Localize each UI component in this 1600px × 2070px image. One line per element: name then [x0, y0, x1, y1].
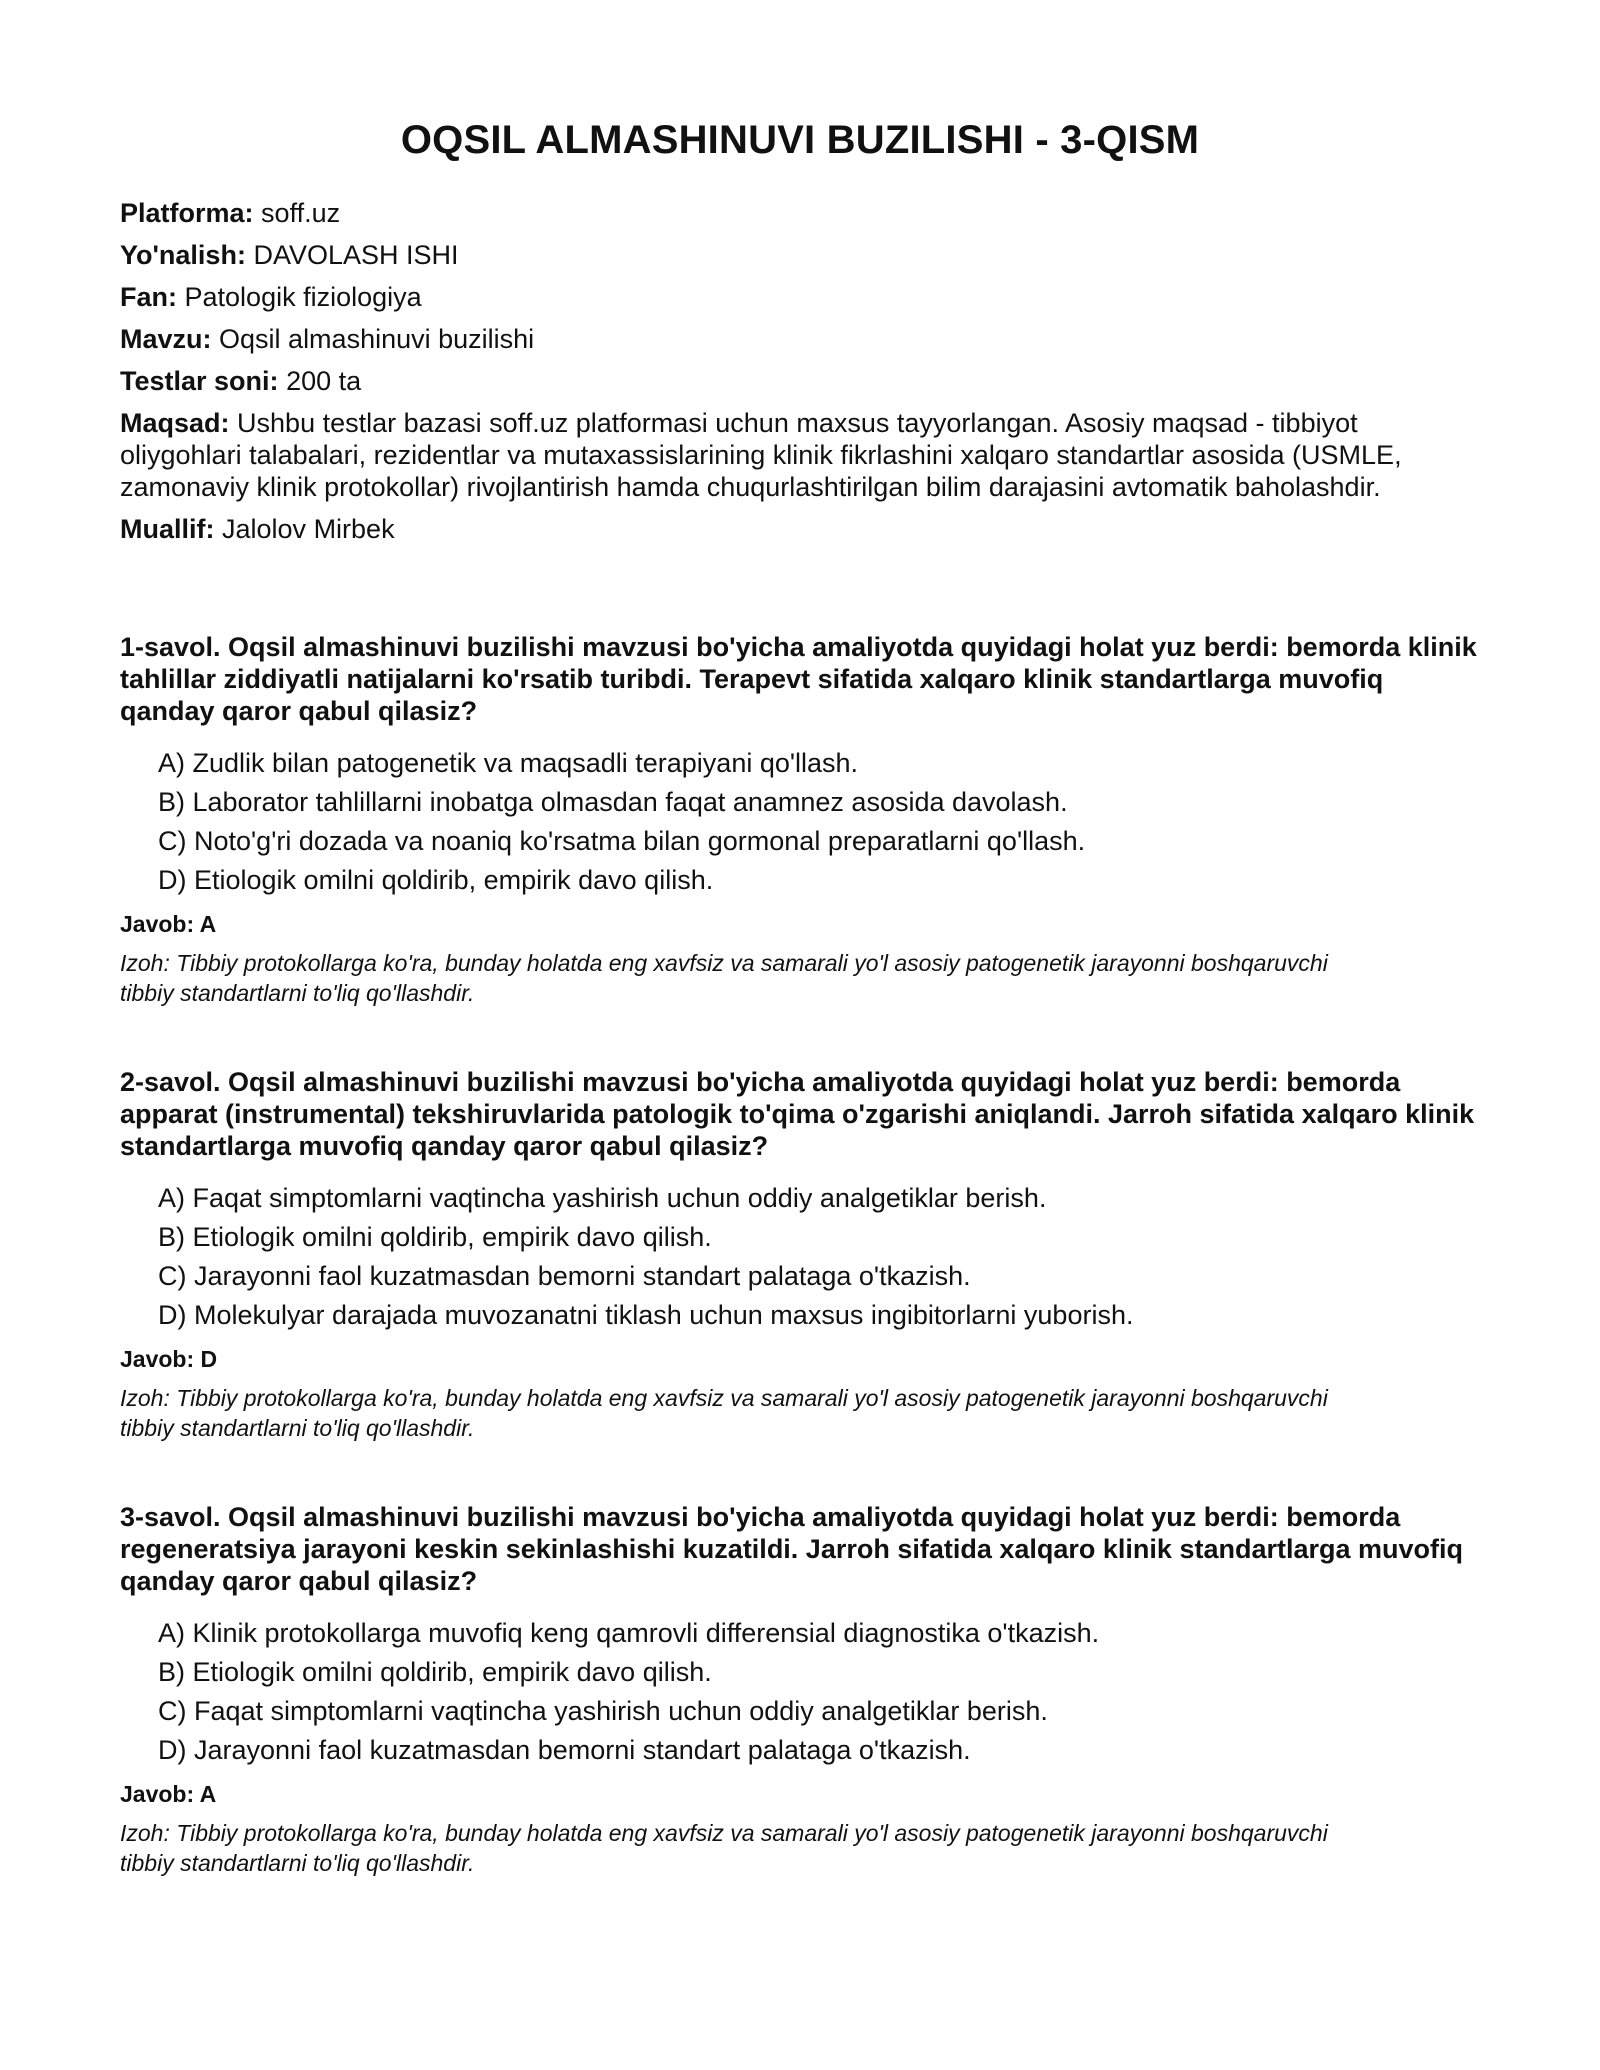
meta-platforma-value: soff.uz — [261, 198, 341, 228]
meta-yonalish-key: Yo'nalish: — [120, 240, 246, 270]
option-b: B) Laborator tahlillarni inobatga olmasdan faqat anamnez asosida davolash. — [158, 787, 1068, 817]
explanation-note: Izoh: Tibbiy protokollarga ko'ra, bunday holatda eng xavfsiz va samarali yo'l asosiy patogenetik jarayonni boshqaruvchi tibbiy standartlarni to'liq qo'llashdir. — [120, 950, 1328, 1006]
document-meta — [120, 197, 1480, 545]
question-3 — [120, 1501, 1480, 1878]
option-d: D) Molekulyar darajada muvozanatni tiklash uchun maxsus ingibitorlarni yuborish. — [158, 1300, 1134, 1330]
meta-yonalish-value: DAVOLASH ISHI — [253, 240, 459, 270]
meta-fan — [120, 281, 1480, 313]
meta-maqsad-value: Ushbu testlar bazasi soff.uz platformasi uchun maxsus tayyorlangan. Asosiy maqsad - tibbiyot oliygohlari talabalari, rezidentlar va mutaxassislarining klinik fikrlashini xalqaro standartlar asosida (USMLE, zamonaviy klinik protokollar) rivojlantirish hamda chuqurlashtirilgan bilim darajasini avtomatik baholashdir. — [120, 408, 1402, 502]
meta-testlar-value: 200 ta — [286, 366, 362, 396]
option-a: A) Zudlik bilan patogenetik va maqsadli terapiyani qo'llash. — [158, 748, 859, 778]
option-d: D) Jarayonni faol kuzatmasdan bemorni standart palataga o'tkazish. — [158, 1735, 971, 1765]
meta-mavzu — [120, 323, 1480, 355]
document-title: OQSIL ALMASHINUVI BUZILISHI - 3-QISM — [400, 118, 1200, 162]
option-d: D) Etiologik omilni qoldirib, empirik davo qilish. — [158, 865, 714, 895]
question-text: 3-savol. Oqsil almashinuvi buzilishi mavzusi bo'yicha amaliyotda quyidagi holat yuz berdi: bemorda regeneratsiya jarayoni keskin sekinlashishi kuzatildi. Jarroh sifatida xalqaro klinik standartlarga muvofiq qanday qaror qabul qilasiz? — [120, 1502, 1463, 1596]
option-a: A) Klinik protokollarga muvofiq keng qamrovli differensial diagnostika o'tkazish. — [158, 1618, 1100, 1648]
explanation-note: Izoh: Tibbiy protokollarga ko'ra, bunday holatda eng xavfsiz va samarali yo'l asosiy patogenetik jarayonni boshqaruvchi tibbiy standartlarni to'liq qo'llashdir. — [120, 1820, 1328, 1876]
question-2 — [120, 1066, 1480, 1443]
meta-mavzu-value: Oqsil almashinuvi buzilishi — [219, 324, 535, 354]
meta-muallif-key: Muallif: — [120, 514, 215, 544]
questions-list — [120, 631, 1480, 1878]
meta-muallif-value: Jalolov Mirbek — [222, 514, 395, 544]
answer-key: Javob: A — [120, 911, 217, 937]
meta-muallif — [120, 513, 1480, 545]
meta-testlar-soni — [120, 365, 1480, 397]
meta-maqsad-key: Maqsad: — [120, 408, 230, 438]
option-c: C) Faqat simptomlarni vaqtincha yashirish uchun oddiy analgetiklar berish. — [158, 1696, 1048, 1726]
question-1 — [120, 631, 1480, 1008]
meta-yonalish — [120, 239, 1480, 271]
meta-platforma — [120, 197, 1480, 229]
meta-fan-key: Fan: — [120, 282, 177, 312]
answer-key: Javob: D — [120, 1346, 218, 1372]
option-c: C) Jarayonni faol kuzatmasdan bemorni standart palataga o'tkazish. — [158, 1261, 971, 1291]
answer-options — [120, 1182, 1480, 1331]
meta-platforma-key: Platforma: — [120, 198, 254, 228]
option-b: B) Etiologik omilni qoldirib, empirik davo qilish. — [158, 1222, 712, 1252]
answer-options — [120, 1617, 1480, 1766]
question-text: 1-savol. Oqsil almashinuvi buzilishi mavzusi bo'yicha amaliyotda quyidagi holat yuz berdi: bemorda klinik tahlillar ziddiyatli natijalarni ko'rsatib turibdi. Terapevt sifatida xalqaro klinik standartlarga muvofiq qanday qaror qabul qilasiz? — [120, 632, 1477, 726]
option-c: C) Noto'g'ri dozada va noaniq ko'rsatma bilan gormonal preparatlarni qo'llash. — [158, 826, 1086, 856]
meta-testlar-key: Testlar soni: — [120, 366, 279, 396]
explanation-note: Izoh: Tibbiy protokollarga ko'ra, bunday holatda eng xavfsiz va samarali yo'l asosiy patogenetik jarayonni boshqaruvchi tibbiy standartlarni to'liq qo'llashdir. — [120, 1385, 1328, 1441]
meta-fan-value: Patologik fiziologiya — [184, 282, 422, 312]
question-text: 2-savol. Oqsil almashinuvi buzilishi mavzusi bo'yicha amaliyotda quyidagi holat yuz berdi: bemorda apparat (instrumental) tekshiruvlarida patologik to'qima o'zgarishi aniqlandi. Jarroh sifatida xalqaro klinik standartlarga muvofiq qanday qaror qabul qilasiz? — [120, 1067, 1475, 1161]
meta-mavzu-key: Mavzu: — [120, 324, 212, 354]
meta-maqsad — [120, 407, 1480, 503]
option-b: B) Etiologik omilni qoldirib, empirik davo qilish. — [158, 1657, 712, 1687]
answer-key: Javob: A — [120, 1781, 217, 1807]
option-a: A) Faqat simptomlarni vaqtincha yashirish uchun oddiy analgetiklar berish. — [158, 1183, 1047, 1213]
answer-options — [120, 747, 1480, 896]
